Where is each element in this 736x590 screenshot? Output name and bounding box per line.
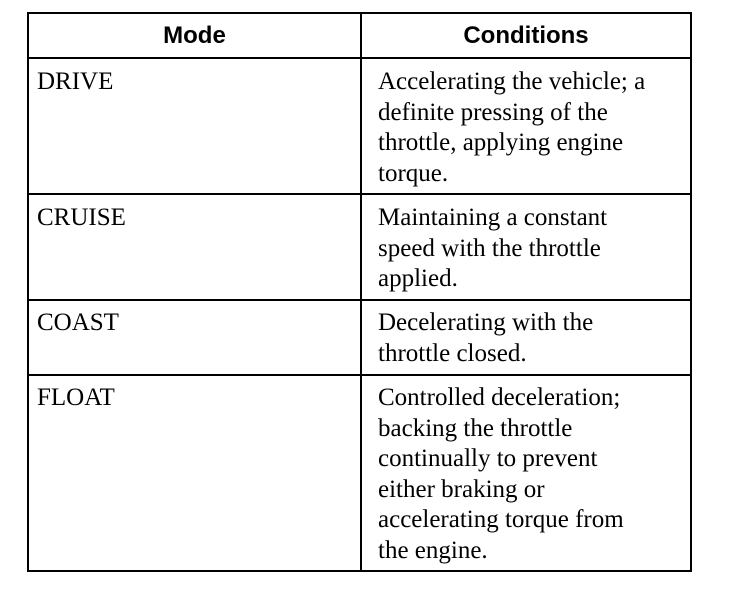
row-divider (29, 193, 690, 195)
header-divider (29, 57, 690, 59)
row-cruise-mode: CRUISE (37, 204, 126, 231)
row-divider (29, 299, 690, 301)
row-drive-mode: DRIVE (37, 68, 114, 95)
column-divider (360, 14, 362, 570)
row-cruise-conditions: Maintaining a constant speed with the throttle applied. (378, 204, 608, 292)
row-drive-conditions: Accelerating the vehicle; a definite pressing of the throttle, applying engine torque. (378, 68, 646, 187)
row-float-conditions: Controlled deceleration; backing the throttle continually to prevent either braking or accelerating torque from the engine. (378, 384, 624, 564)
row-float-mode: FLOAT (37, 384, 115, 411)
modes-table (27, 12, 692, 572)
row-coast-conditions: Decelerating with the throttle closed. (378, 309, 594, 367)
row-coast-mode: COAST (37, 309, 119, 336)
header-conditions: Conditions (463, 22, 589, 49)
row-divider (29, 374, 690, 376)
header-mode: Mode (163, 22, 226, 49)
